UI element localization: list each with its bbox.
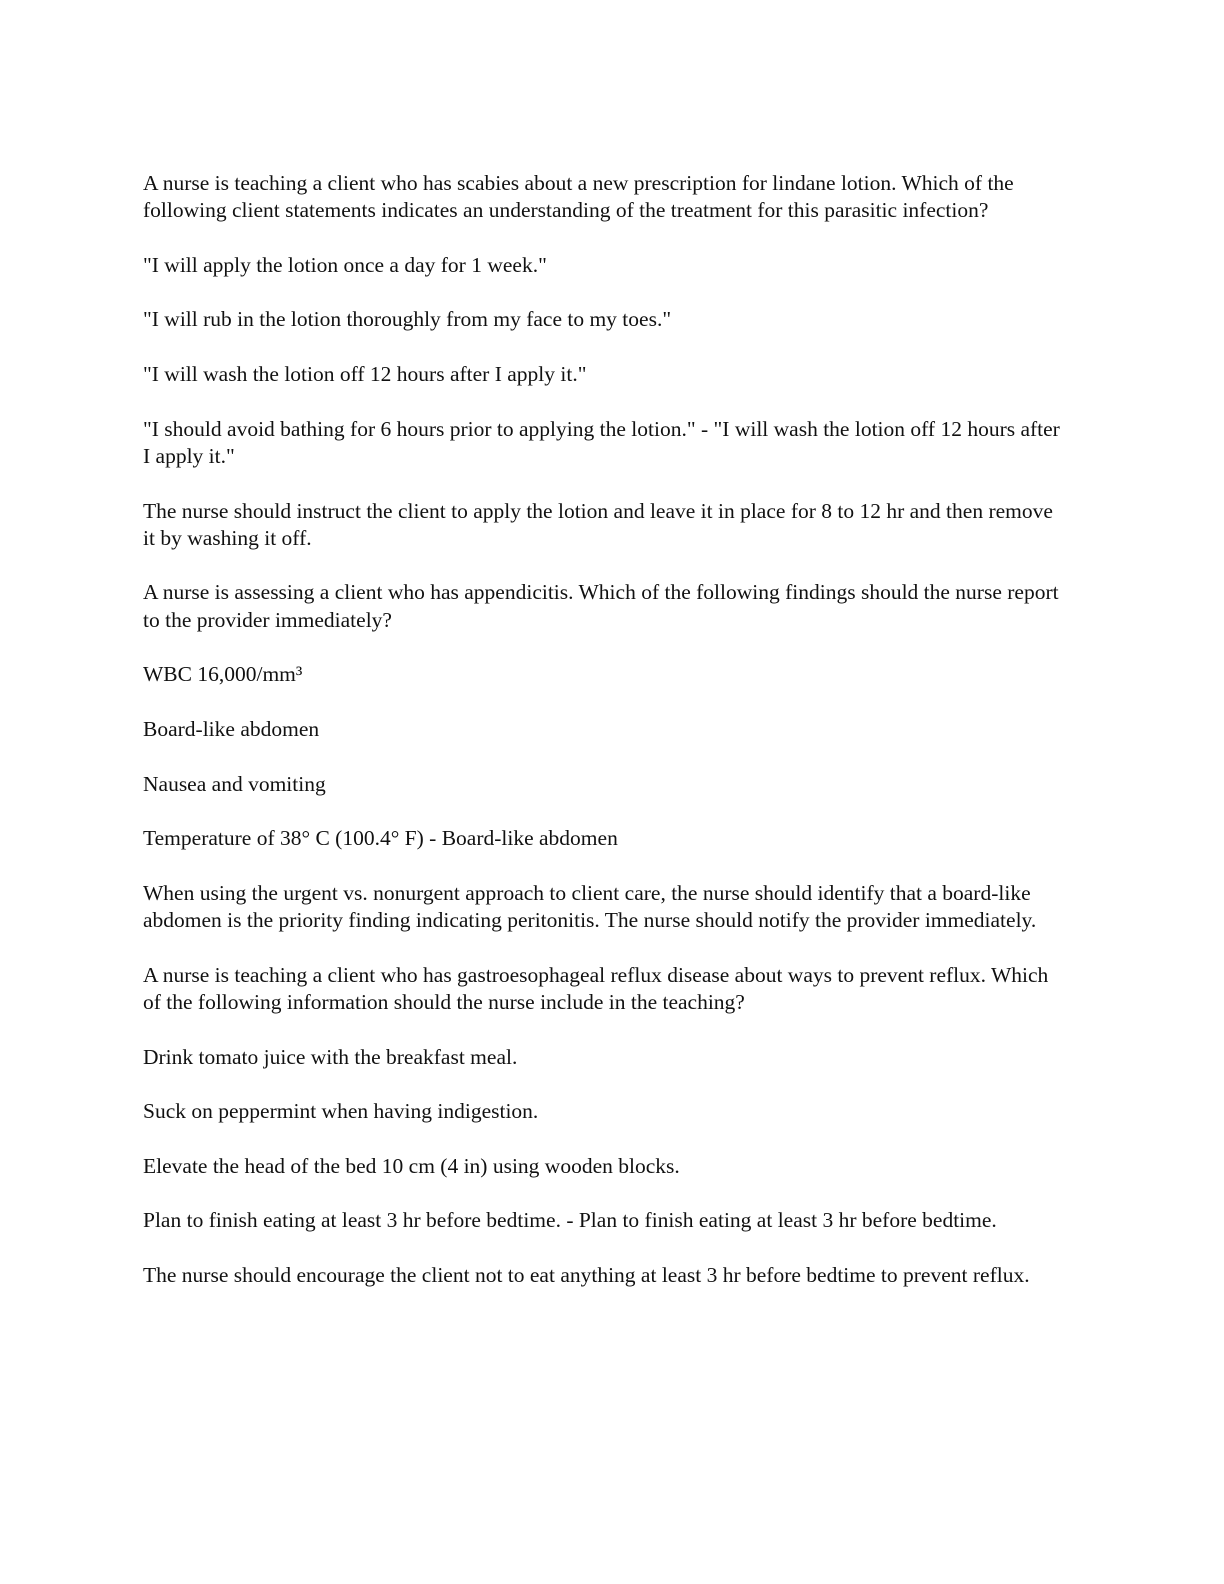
question-1-rationale: The nurse should instruct the client to apply the lotion and leave it in place for 8 to 12 hr and then remove it by washing it off. [143,498,1053,550]
question-3-option-2: Suck on peppermint when having indigestion. [143,1099,539,1124]
question-1-option-4-answer: "I should avoid bathing for 6 hours prior to applying the lotion." - "I will wash the lotion off 12 hours after I apply it." [143,416,1060,468]
question-2-option-4-answer: Temperature of 38° C (100.4° F) - Board-like abdomen [143,826,618,851]
question-1-stem: A nurse is teaching a client who has scabies about a new prescription for lindane lotion. Which of the following client statements indicates an understanding of the treatment for this parasitic infection? [143,171,1014,223]
question-1-option-1: "I will apply the lotion once a day for 1 week." [143,252,547,277]
question-2-rationale: When using the urgent vs. nonurgent approach to client care, the nurse should identify that a board-like abdomen is the priority finding indicating peritonitis. The nurse should notify the provider immediately. [143,880,1037,933]
document-body [143,170,1063,1316]
question-2-stem: A nurse is assessing a client who has appendicitis. Which of the following findings should the nurse report to the provider immediately? [143,580,1059,632]
question-2-option-2: Board-like abdomen [143,716,320,741]
question-3-rationale: The nurse should encourage the client not to eat anything at least 3 hr before bedtime to prevent reflux. [143,1262,1030,1287]
question-2-option-3: Nausea and vomiting [143,771,326,796]
question-1-option-2: "I will rub in the lotion thoroughly from my face to my toes." [143,307,672,332]
question-3-stem: A nurse is teaching a client who has gastroesophageal reflux disease about ways to prevent reflux. Which of the following information should the nurse include in the teaching? [143,962,1049,1014]
question-2-option-1: WBC 16,000/mm³ [143,662,303,687]
question-3-option-4-answer: Plan to finish eating at least 3 hr before bedtime. - Plan to finish eating at least 3 hr before bedtime. [143,1208,997,1233]
question-1-option-3: "I will wash the lotion off 12 hours after I apply it." [143,362,587,387]
question-3-option-3: Elevate the head of the bed 10 cm (4 in) using wooden blocks. [143,1153,680,1178]
question-3-option-1: Drink tomato juice with the breakfast meal. [143,1044,518,1069]
